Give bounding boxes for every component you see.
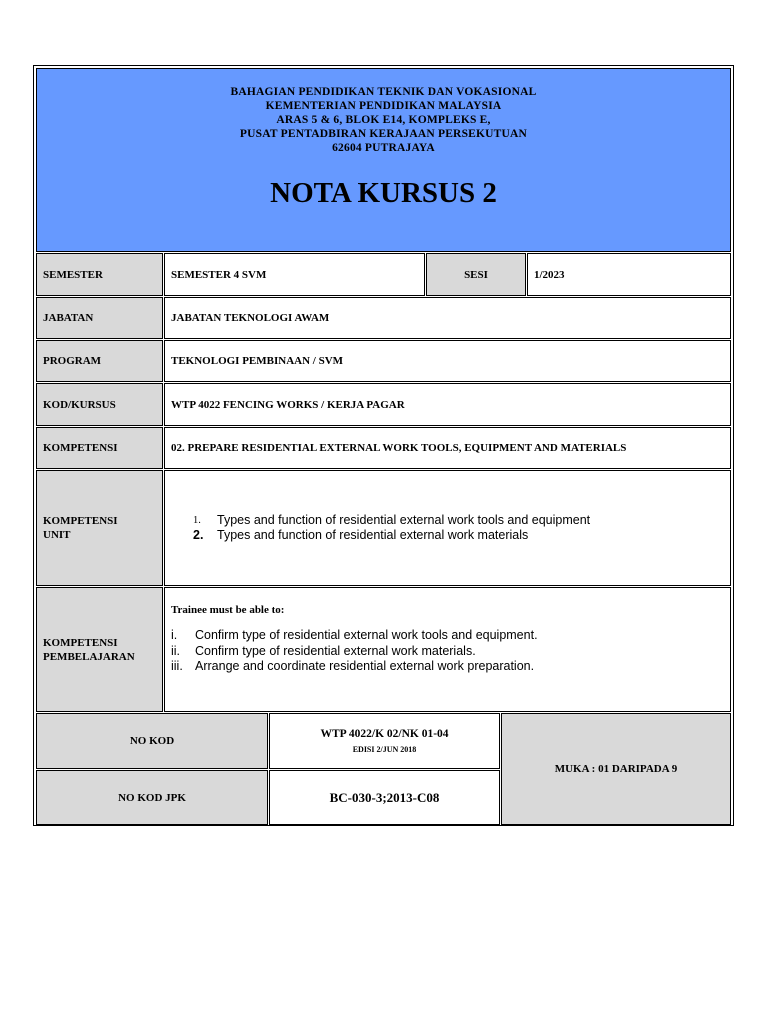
list-number: iii. [171, 659, 183, 673]
sesi-label: SESI [426, 253, 526, 296]
list-item [171, 659, 538, 675]
kod-kursus-label: KOD/KURSUS [36, 383, 163, 426]
label-line: UNIT [43, 529, 71, 541]
no-kod-value: WTP 4022/K 02/NK 01-04 [320, 728, 449, 740]
label-line: KOMPETENSI [43, 636, 118, 649]
kompetensi-value: 02. PREPARE RESIDENTIAL EXTERNAL WORK TOOLS, EQUIPMENT AND MATERIALS [164, 427, 731, 469]
course-note-document [33, 65, 734, 826]
list-number: 1. [193, 514, 201, 526]
kompetensi-unit-label [36, 470, 163, 586]
muka-page-number: MUKA : 01 DARIPADA 9 [501, 713, 731, 825]
sesi-value: 1/2023 [527, 253, 731, 296]
list-item [193, 528, 590, 544]
list-text: Confirm type of residential external work tools and equipment. [195, 628, 538, 642]
no-kod-value-cell [269, 713, 500, 769]
list-item [171, 628, 538, 644]
kompetensi-pembelajaran-label [36, 587, 163, 712]
kompetensi-label: KOMPETENSI [36, 427, 163, 469]
list-text: Types and function of residential external work materials [217, 528, 529, 542]
list-number: 2. [193, 528, 204, 542]
program-label: PROGRAM [36, 340, 163, 382]
semester-value: SEMESTER 4 SVM [164, 253, 425, 296]
address-line: KEMENTERIAN PENDIDIKAN MALAYSIA [265, 100, 502, 112]
program-value: TEKNOLOGI PEMBINAAN / SVM [164, 340, 731, 382]
no-kod-jpk-value: BC-030-3;2013-C08 [269, 770, 500, 825]
list-item [171, 644, 538, 660]
kod-kursus-value: WTP 4022 FENCING WORKS / KERJA PAGAR [164, 383, 731, 426]
address-line: BAHAGIAN PENDIDIKAN TEKNIK DAN VOKASIONAL [230, 86, 537, 98]
address-line: PUSAT PENTADBIRAN KERAJAAN PERSEKUTUAN [239, 128, 528, 140]
edisi-text: EDISI 2/JUN 2018 [352, 745, 417, 754]
no-kod-label: NO KOD [36, 713, 268, 769]
list-number: ii. [171, 643, 181, 658]
list-text: Types and function of residential external work tools and equipment [217, 512, 591, 527]
pembelajaran-list [171, 628, 538, 675]
label-line: KOMPETENSI [43, 515, 118, 527]
unit-list [193, 513, 590, 544]
document-header [36, 68, 731, 252]
address-line: 62604 PUTRAJAYA [332, 142, 435, 154]
jabatan-label: JABATAN [36, 297, 163, 339]
list-text: Confirm type of residential external work materials. [195, 643, 476, 658]
no-kod-jpk-label: NO KOD JPK [36, 770, 268, 825]
jabatan-value: JABATAN TEKNOLOGI AWAM [164, 297, 731, 339]
kompetensi-pembelajaran-content [164, 587, 731, 712]
pembelajaran-intro: Trainee must be able to: [171, 604, 285, 616]
list-item [193, 513, 590, 529]
document-title: NOTA KURSUS 2 [270, 177, 497, 209]
label-line: PEMBELAJARAN [43, 650, 135, 663]
semester-label: SEMESTER [36, 253, 163, 296]
kompetensi-unit-content [164, 470, 731, 586]
institution-address [37, 85, 730, 155]
address-line: ARAS 5 & 6, BLOK E14, KOMPLEKS E, [276, 114, 491, 126]
list-number: i. [171, 628, 178, 642]
list-text: Arrange and coordinate residential external work preparation. [195, 659, 535, 673]
